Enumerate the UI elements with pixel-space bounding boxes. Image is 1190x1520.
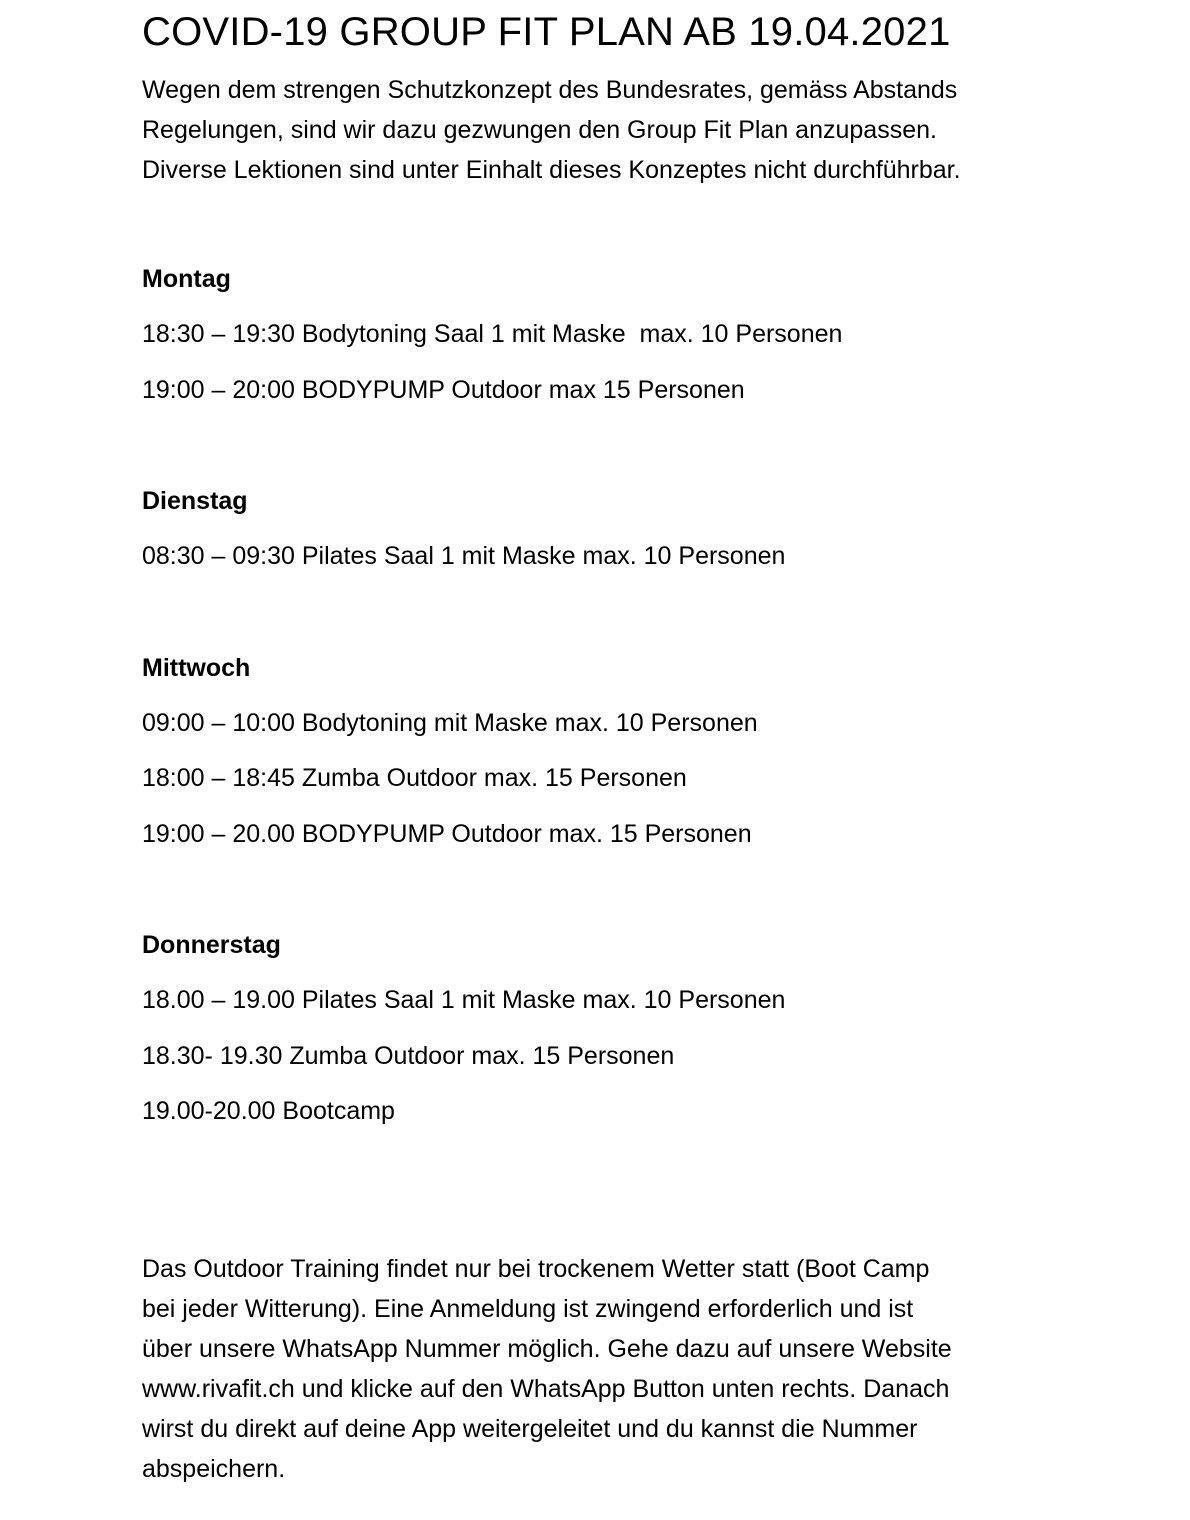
schedule-entry: 18:00 – 18:45 Zumba Outdoor max. 15 Personen (142, 764, 687, 792)
schedule-entry: 19.00-20.00 Bootcamp (142, 1097, 395, 1125)
day-heading-montag: Montag (142, 265, 231, 293)
outro-paragraph (142, 1249, 1122, 1489)
schedule-entry: 08:30 – 09:30 Pilates Saal 1 mit Maske max. 10 Personen (142, 542, 786, 570)
day-heading-donnerstag: Donnerstag (142, 931, 281, 959)
outro-line: wirst du direkt auf deine App weitergeleitet und du kannst die Nummer (142, 1415, 918, 1443)
outro-line: bei jeder Witterung). Eine Anmeldung ist zwingend erforderlich und ist (142, 1295, 914, 1323)
schedule-entry: 18.30- 19.30 Zumba Outdoor max. 15 Personen (142, 1042, 675, 1070)
schedule-entry: 19:00 – 20.00 BODYPUMP Outdoor max. 15 Personen (142, 820, 752, 848)
schedule-entry: 09:00 – 10:00 Bodytoning mit Maske max. 10 Personen (142, 709, 758, 737)
outro-line: www.rivafit.ch und klicke auf den WhatsApp Button unten rechts. Danach (142, 1375, 950, 1403)
page-title: COVID-19 GROUP FIT PLAN AB 19.04.2021 (142, 10, 951, 54)
day-heading-mittwoch: Mittwoch (142, 654, 251, 682)
day-heading-dienstag: Dienstag (142, 487, 248, 515)
intro-line: Diverse Lektionen sind unter Einhalt dieses Konzeptes nicht durchführbar. (142, 156, 961, 184)
intro-paragraph (142, 70, 1122, 190)
intro-line: Wegen dem strengen Schutzkonzept des Bundesrates, gemäss Abstands (142, 76, 958, 104)
intro-line: Regelungen, sind wir dazu gezwungen den Group Fit Plan anzupassen. (142, 116, 937, 144)
schedule-entry: 19:00 – 20:00 BODYPUMP Outdoor max 15 Personen (142, 376, 745, 404)
outro-line: abspeichern. (142, 1455, 286, 1483)
outro-line: Das Outdoor Training findet nur bei trockenem Wetter statt (Boot Camp (142, 1255, 930, 1283)
outro-line: über unsere WhatsApp Nummer möglich. Gehe dazu auf unsere Website (142, 1335, 952, 1363)
schedule-entry: 18.00 – 19.00 Pilates Saal 1 mit Maske max. 10 Personen (142, 986, 786, 1014)
schedule-entry: 18:30 – 19:30 Bodytoning Saal 1 mit Maske max. 10 Personen (142, 320, 843, 348)
